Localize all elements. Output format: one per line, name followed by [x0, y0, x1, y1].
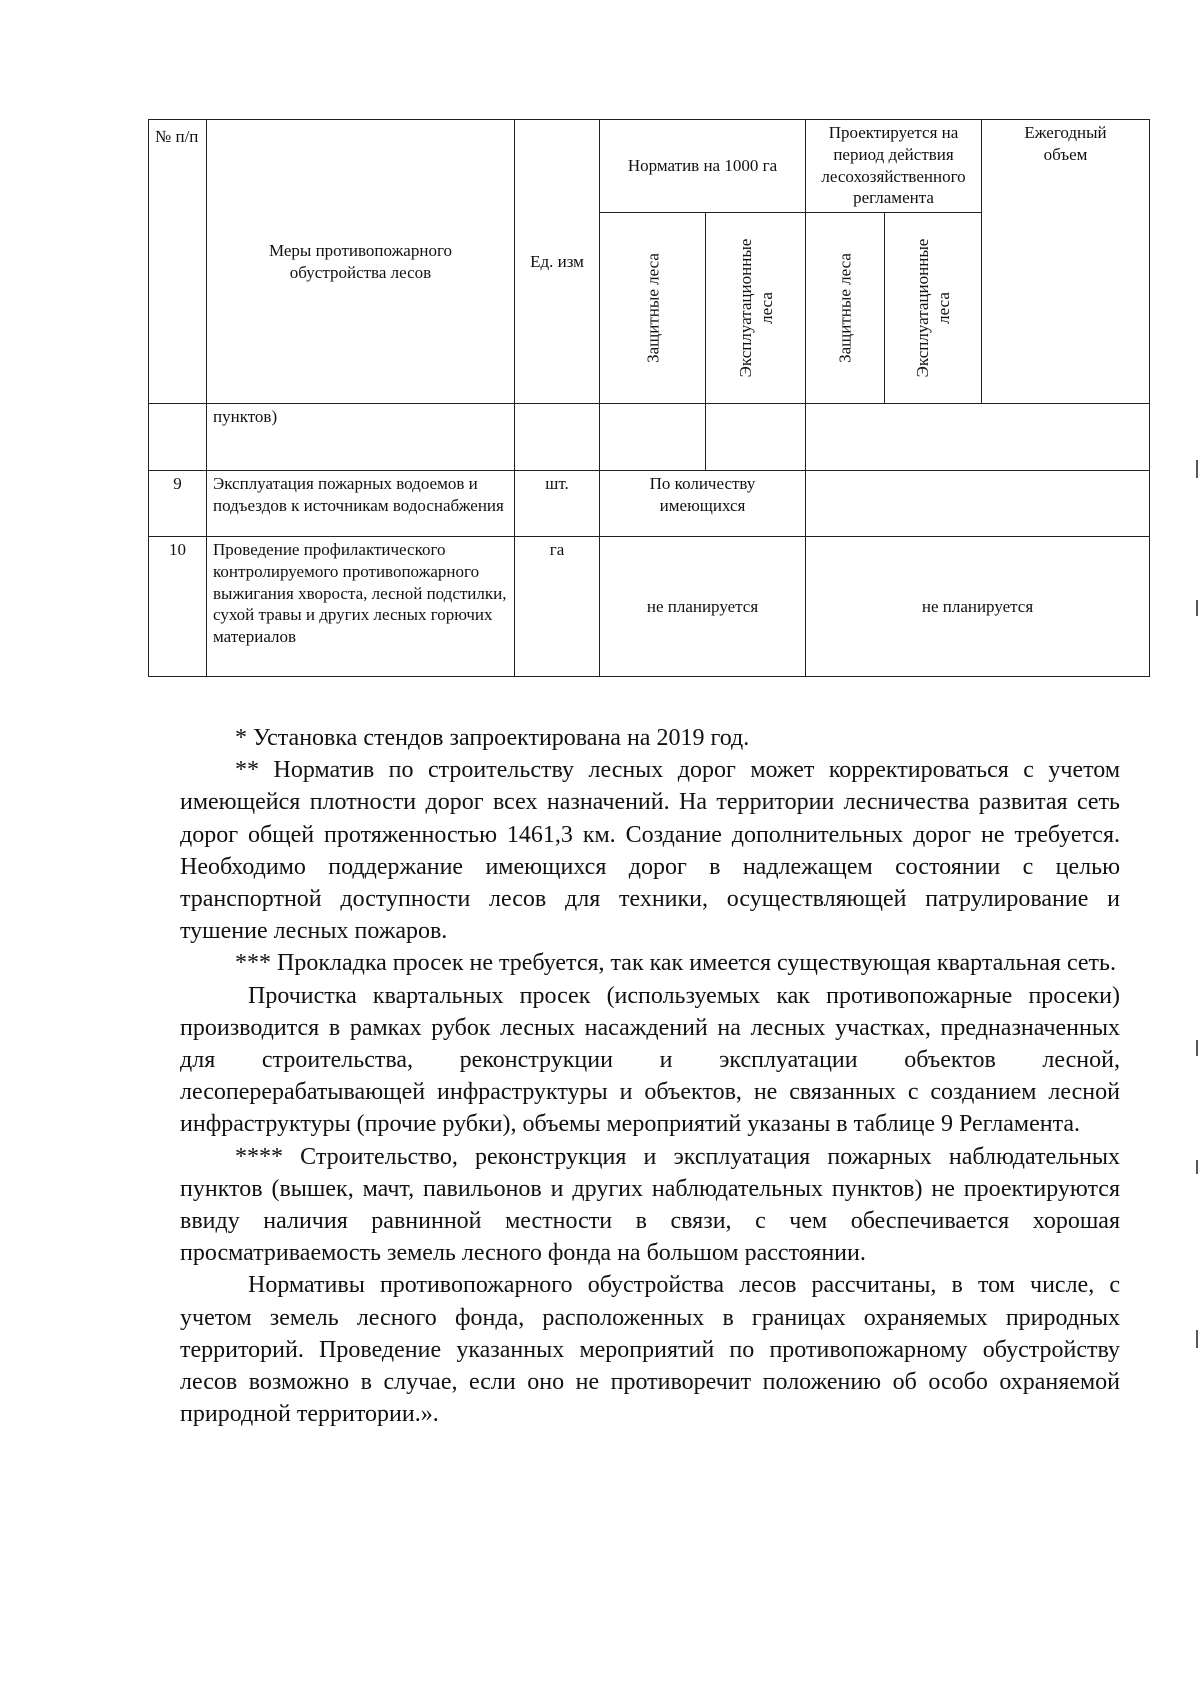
header-norm-exploitation [706, 213, 806, 404]
notes-section [180, 722, 1120, 1430]
header-proj-protective-label: Защитные леса [835, 253, 855, 363]
fire-measures-table [148, 119, 1150, 677]
scan-edge-mark [1196, 1040, 1198, 1056]
header-proj-protective [806, 213, 885, 404]
row-norm: По количеству имеющихся [600, 471, 806, 537]
row-num [149, 404, 207, 471]
note-stands: * Установка стендов запроектирована на 2019 год. [235, 725, 750, 751]
row-unit: га [515, 537, 600, 677]
note-clearing-maintenance: Прочистка квартальных просек (используемых как противопожарные просеки) производится в рамках рубок лесных насаждений на лесных участках, предназначенных для строительства, реконструкции и эксплуатации объектов лесной, лесоперерабатывающей инфраструктуры и объектов, не связанных с созданием лесной инфраструктуры (прочие рубки), объемы мероприятий указаны в таблице 9 Регламента. [180, 982, 1120, 1138]
scan-edge-mark [1196, 1160, 1198, 1174]
header-unit: Ед. изм [515, 120, 600, 404]
row-measure: Проведение профилактического контролируемого противопожарного выжигания хвороста, лесной подстилки, сухой травы и других лесных горючих материалов [207, 537, 515, 677]
row-projected: не планируется [806, 537, 1150, 677]
header-norm-exploitation-label: Эксплуатационные леса [735, 238, 776, 378]
row-unit [515, 404, 600, 471]
row-projected [806, 471, 1150, 537]
header-proj-exploitation [885, 213, 982, 404]
header-norm-protective-label: Защитные леса [642, 253, 662, 363]
row-measure: Эксплуатация пожарных водоемов и подъездов к источникам водоснабжения [207, 471, 515, 537]
row-norm-protective [600, 404, 706, 471]
table-header-row-1 [149, 120, 1150, 213]
note-clearings: *** Прокладка просек не требуется, так как имеется существующая квартальная сеть. [235, 950, 1116, 977]
row-num: 9 [149, 471, 207, 537]
row-unit: шт. [515, 471, 600, 537]
scan-edge-mark [1196, 460, 1198, 478]
row-num: 10 [149, 537, 207, 677]
header-measure: Меры противопожарного обустройства лесов [207, 120, 515, 404]
scan-edge-mark [1196, 600, 1198, 616]
note-normatives: Нормативы противопожарного обустройства лесов рассчитаны, в том числе, с учетом земель лесного фонда, расположенных в границах охраняемых природных территорий. Проведение указанных мероприятий по противопожарному обустройству лесов возможно в случае, если оно не противоречит положению об особо охраняемой природной территории.». [180, 1272, 1120, 1428]
note-observation-points: **** Строительство, реконструкция и эксплуатация пожарных наблюдательных пунктов (вышек, мачт, павильонов и других наблюдательных пунктов) не проектируются ввиду наличия равнинной местности в связи, с чем обеспечивается хорошая просматриваемость земель лесного фонда на большом расстоянии. [180, 1143, 1120, 1267]
header-annual: Ежегодный объем [982, 120, 1150, 404]
note-roads: ** Норматив по строительству лесных дорог может корректироваться с учетом имеющейся плотности дорог всех назначений. На территории лесничества развитая сеть дорог общей протяженностью 1461,3 км. Создание дополнительных дорог не требуется. Необходимо поддержание имеющихся дорог в надлежащем состоянии с целью транспортной доступности лесов для техники, осуществляющей патрулирование и тушение лесных пожаров. [180, 757, 1120, 945]
header-proj-exploitation-label: Эксплуатационные леса [912, 238, 954, 378]
row-projected [806, 404, 1150, 471]
header-num: № п/п [149, 120, 207, 404]
table-row [149, 404, 1150, 471]
header-projected: Проектируется на период действия лесохозяйственного регламента [806, 120, 982, 213]
row-norm-exploitation [706, 404, 806, 471]
row-measure: пунктов) [207, 404, 515, 471]
scan-edge-mark [1196, 1330, 1198, 1348]
row-norm: не планируется [600, 537, 806, 677]
table-row [149, 537, 1150, 677]
header-normative: Норматив на 1000 га [600, 120, 806, 213]
header-norm-protective [600, 213, 706, 404]
table-row [149, 471, 1150, 537]
